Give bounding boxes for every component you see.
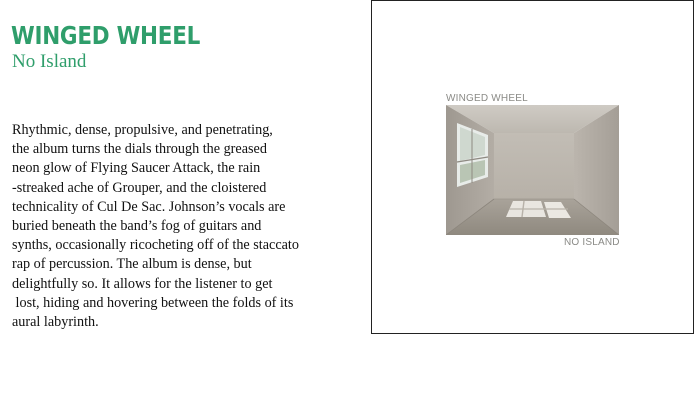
review-line: synths, occasionally ricocheting off of the staccato	[12, 237, 299, 254]
empty-room-image	[446, 105, 619, 235]
review-line: technicality of Cul De Sac. Johnson’s vocals are	[12, 198, 286, 215]
review-line: buried beneath the band’s fog of guitars and	[12, 218, 262, 235]
review-line: Rhythmic, dense, propulsive, and penetrating,	[12, 122, 273, 138]
review-line: aural labyrinth.	[12, 314, 99, 331]
review-line: lost, hiding and hovering between the folds of its	[12, 294, 294, 311]
cover-album-title: NO ISLAND	[564, 237, 620, 248]
review-text	[12, 121, 322, 332]
cover-band-name: WINGED WHEEL	[446, 93, 528, 104]
review-line: the album turns the dials through the greased	[12, 141, 267, 158]
cover-photo-empty-room	[446, 105, 619, 235]
review-line: neon glow of Flying Saucer Attack, the rain	[12, 160, 261, 177]
band-name: WINGED WHEEL	[11, 21, 201, 50]
album-title: No Island	[12, 51, 87, 72]
review-line: -streaked ache of Grouper, and the cloistered	[12, 179, 267, 196]
review-line: delightfully so. It allows for the listener to get	[12, 275, 273, 292]
review-line: rap of percussion. The album is dense, but	[12, 256, 252, 273]
album-cover	[371, 0, 694, 334]
